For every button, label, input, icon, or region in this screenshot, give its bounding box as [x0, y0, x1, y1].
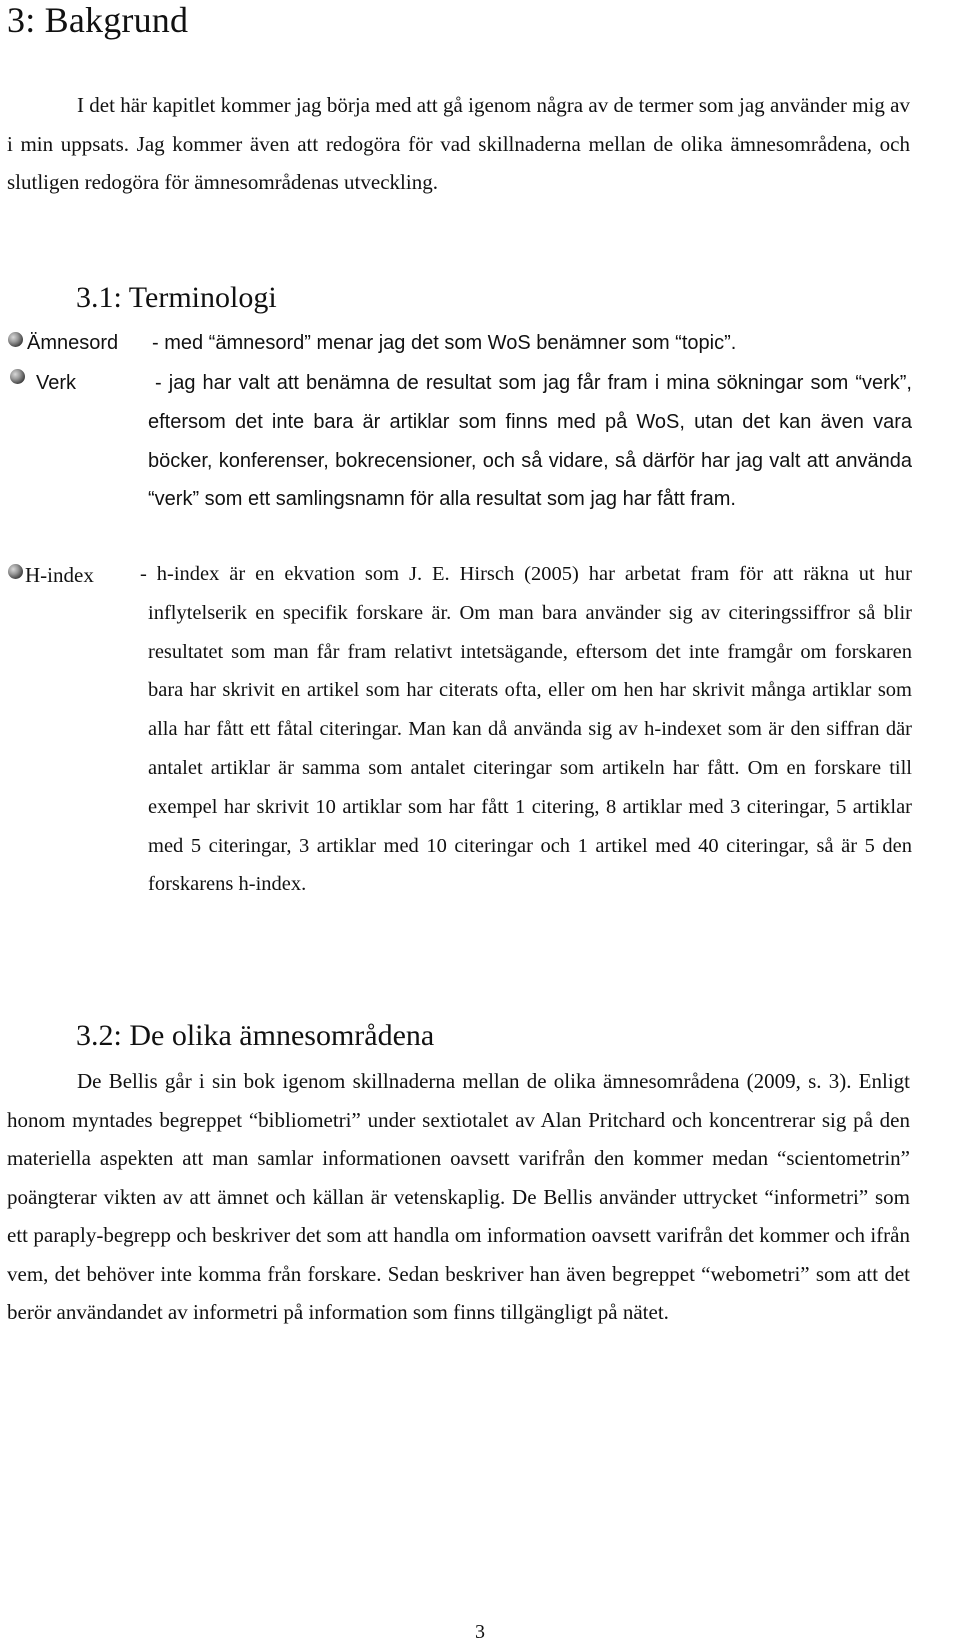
- bullet-icon: [8, 564, 23, 579]
- chapter-heading: 3: Bakgrund: [7, 0, 189, 40]
- section-heading-terminologi: 3.1: Terminologi: [76, 281, 277, 314]
- term-definition-verk: - jag har valt att benämna de resultat som jag får fram i mina sökningar som “verk”, eftersom det inte bara är artiklar som finns med på WoS, utan det kan även vara böcker, konferenser, bokrecensioner, och så vidare, så därför har jag valt att använda “verk” som ett samlingsnamn för alla resultat som jag har fått fram.: [148, 372, 912, 511]
- section2-paragraph: De Bellis går i sin bok igenom skillnaderna mellan de olika ämnesområdena (2009, s. 3). Enligt honom myntades begreppet “bibliometri” under sextiotalet av Alan Pritchard och koncentrerar sig på den materiella aspekten att man samlar informationen oavsett varifrån den kommer medan “scientometrin” poängterar vikten av att ämnet och källan är vetenskaplig. De Bellis använder uttrycket “informetri” som ett paraply-begrepp och beskriver det som att handla om information oavsett varifrån det kommer och ifrån vem, det behöver inte komma från forskare. Sedan beskriver han även begreppet “webometri” som att det berör användandet av informetri på information som finns tillgängligt på nätet.: [7, 1069, 910, 1324]
- term-definition-amnesord: - med “ämnesord” menar jag det som WoS benämner som “topic”.: [152, 332, 737, 354]
- section-heading-amnesomraden: 3.2: De olika ämnesområdena: [76, 1019, 435, 1052]
- term-definition-h-index: - h-index är en ekvation som J. E. Hirsch (2005) har arbetat fram för att räkna ut hur inflytelserik en specifik forskare är. Om man bara använder sig av citeringssiffror så blir resultatet som man får fram relativt intetsägande, eftersom det inte framgår om forskaren bara har skrivit en artikel som har citerats ofta, eller om hen har skrivit många artiklar som alla har fått ett fåtal citeringar. Man kan då använda sig av h-indexet som är den siffran där antalet artiklar är samma som antalet citeringar som artikeln har fått. Om en forskare till exempel har skrivit 10 artiklar som har fått 1 citering, 8 artiklar med 3 citeringar, 5 artiklar med 5 citeringar, 3 artiklar med 10 citeringar och 1 artikel med 40 citeringar, så är 5 den forskarens h-index.: [140, 563, 912, 896]
- bullet-icon: [10, 369, 25, 384]
- term-label-h-index: H-index: [25, 563, 94, 587]
- term-label-verk: Verk: [36, 372, 77, 394]
- page-number: 3: [475, 1621, 485, 1643]
- term-label-amnesord: Ämnesord: [27, 332, 119, 354]
- intro-paragraph: I det här kapitlet kommer jag börja med att gå igenom några av de termer som jag använder mig av i min uppsats. Jag kommer även att redogöra för vad skillnaderna mellan de olika ämnesområdena, och slutligen redogöra för ämnesområdenas utveckling.: [7, 93, 910, 194]
- bullet-icon: [8, 332, 23, 347]
